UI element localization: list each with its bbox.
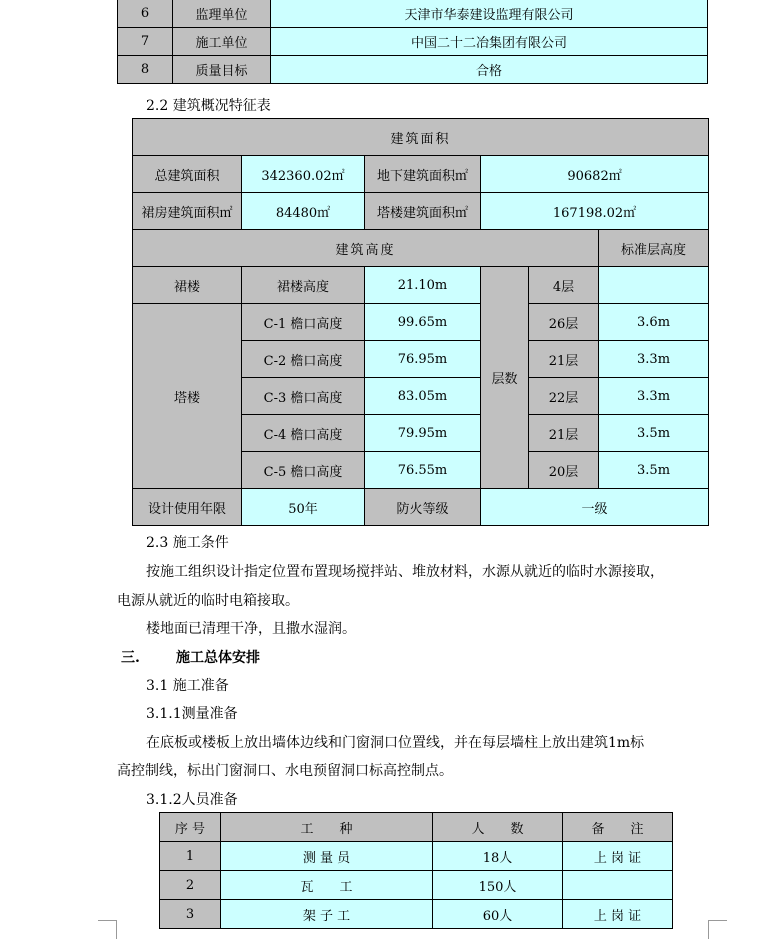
podium-height-label: 裙楼高度 (242, 267, 365, 304)
tower-height: 79.95m (365, 415, 481, 452)
tower-name: C-2 檐口高度 (242, 341, 365, 378)
row-value: 合格 (271, 56, 708, 84)
fire-rating-value: 一级 (481, 489, 709, 526)
tower-floors: 21层 (529, 415, 599, 452)
staff-type: 测 量 员 (221, 842, 433, 871)
paragraph-line: 高控制线，标出门窗洞口、水电预留洞口标高控制点。 (117, 763, 453, 779)
page-corner-mark (708, 920, 727, 939)
staff-count: 18人 (433, 842, 563, 871)
podium-height-value: 21.10m (365, 267, 481, 304)
table-header-row (160, 813, 673, 842)
project-info-table (117, 0, 708, 84)
underground-area-label: 地下建筑面积㎡ (365, 156, 481, 193)
staff-type: 瓦 工 (221, 871, 433, 900)
page-corner-mark (98, 920, 117, 939)
podium-area-value: 84480㎡ (242, 193, 365, 230)
paragraph-line: 电源从就近的临时电箱接取。 (117, 593, 299, 609)
staff-no: 3 (160, 900, 221, 929)
fire-rating-label: 防火等级 (365, 489, 481, 526)
tower-std-height: 3.3m (599, 378, 709, 415)
staff-note: 上 岗 证 (563, 900, 673, 929)
tower-std-height: 3.3m (599, 341, 709, 378)
total-area-label: 总建筑面积 (133, 156, 242, 193)
tower-area-value: 167198.02㎡ (481, 193, 709, 230)
row-number: 8 (118, 56, 173, 84)
floors-label: 层数 (481, 267, 529, 489)
section-heading-3-1-2: 3.1.2人员准备 (146, 792, 238, 808)
tower-floors: 21层 (529, 341, 599, 378)
tower-name: C-1 檐口高度 (242, 304, 365, 341)
section-heading-2-3: 2.3 施工条件 (146, 535, 229, 551)
paragraph-line: 按施工组织设计指定位置布置现场搅拌站、堆放材料，水源从就近的临时水源接取， (146, 564, 664, 580)
row-value: 天津市华泰建设监理有限公司 (271, 0, 708, 28)
column-header: 工 种 (221, 813, 433, 842)
table-row (160, 842, 673, 871)
section-heading-3-1: 3.1 施工准备 (146, 678, 229, 694)
tower-floors: 26层 (529, 304, 599, 341)
row-item: 质量目标 (173, 56, 271, 84)
tower-std-height: 3.5m (599, 452, 709, 489)
staff-note: 上 岗 证 (563, 842, 673, 871)
tower-std-height: 3.5m (599, 415, 709, 452)
podium-floors: 4层 (529, 267, 599, 304)
std-floor-header: 标准层高度 (599, 230, 709, 267)
staff-no: 1 (160, 842, 221, 871)
paragraph-line: 在底板或楼板上放出墙体边线和门窗洞口位置线，并在每层墙柱上放出建筑1m标 (146, 735, 645, 751)
tower-height: 83.05m (365, 378, 481, 415)
podium-area-label: 裙房建筑面积㎡ (133, 193, 242, 230)
tower-name: C-5 檐口高度 (242, 452, 365, 489)
total-area-value: 342360.02㎡ (242, 156, 365, 193)
row-item: 施工单位 (173, 28, 271, 56)
tower-label: 塔楼 (133, 304, 242, 489)
staff-count: 150人 (433, 871, 563, 900)
column-header: 人 数 (433, 813, 563, 842)
tower-floors: 20层 (529, 452, 599, 489)
table-row (160, 871, 673, 900)
underground-area-value: 90682㎡ (481, 156, 709, 193)
row-number: 6 (118, 0, 173, 28)
column-header: 备 注 (563, 813, 673, 842)
table-row (118, 28, 708, 56)
tower-std-height: 3.6m (599, 304, 709, 341)
table-row (118, 56, 708, 84)
row-value: 中国二十二冶集团有限公司 (271, 28, 708, 56)
section-heading-3: 施工总体安排 (176, 650, 260, 666)
tower-height: 76.55m (365, 452, 481, 489)
row-number: 7 (118, 28, 173, 56)
building-features-table (132, 118, 709, 526)
design-life-label: 设计使用年限 (133, 489, 242, 526)
tower-name: C-4 檐口高度 (242, 415, 365, 452)
height-header: 建筑高度 (133, 230, 599, 267)
table-row (160, 900, 673, 929)
design-life-value: 50年 (242, 489, 365, 526)
tower-name: C-3 檐口高度 (242, 378, 365, 415)
podium-std-height (599, 267, 709, 304)
row-item: 监理单位 (173, 0, 271, 28)
area-header: 建筑面积 (133, 119, 709, 156)
staff-table (159, 812, 673, 929)
tower-floors: 22层 (529, 378, 599, 415)
staff-type: 架 子 工 (221, 900, 433, 929)
staff-no: 2 (160, 871, 221, 900)
section-heading-3-1-1: 3.1.1测量准备 (146, 706, 238, 722)
staff-count: 60人 (433, 900, 563, 929)
podium-label: 裙楼 (133, 267, 242, 304)
paragraph-line: 楼地面已清理干净，且撒水湿润。 (146, 621, 356, 637)
tower-height: 99.65m (365, 304, 481, 341)
table-row (118, 0, 708, 28)
column-header: 序 号 (160, 813, 221, 842)
tower-area-label: 塔楼建筑面积㎡ (365, 193, 481, 230)
tower-height: 76.95m (365, 341, 481, 378)
section-number-3: 三. (121, 650, 140, 666)
section-heading-2-2: 2.2 建筑概况特征表 (146, 98, 271, 114)
staff-note (563, 871, 673, 900)
